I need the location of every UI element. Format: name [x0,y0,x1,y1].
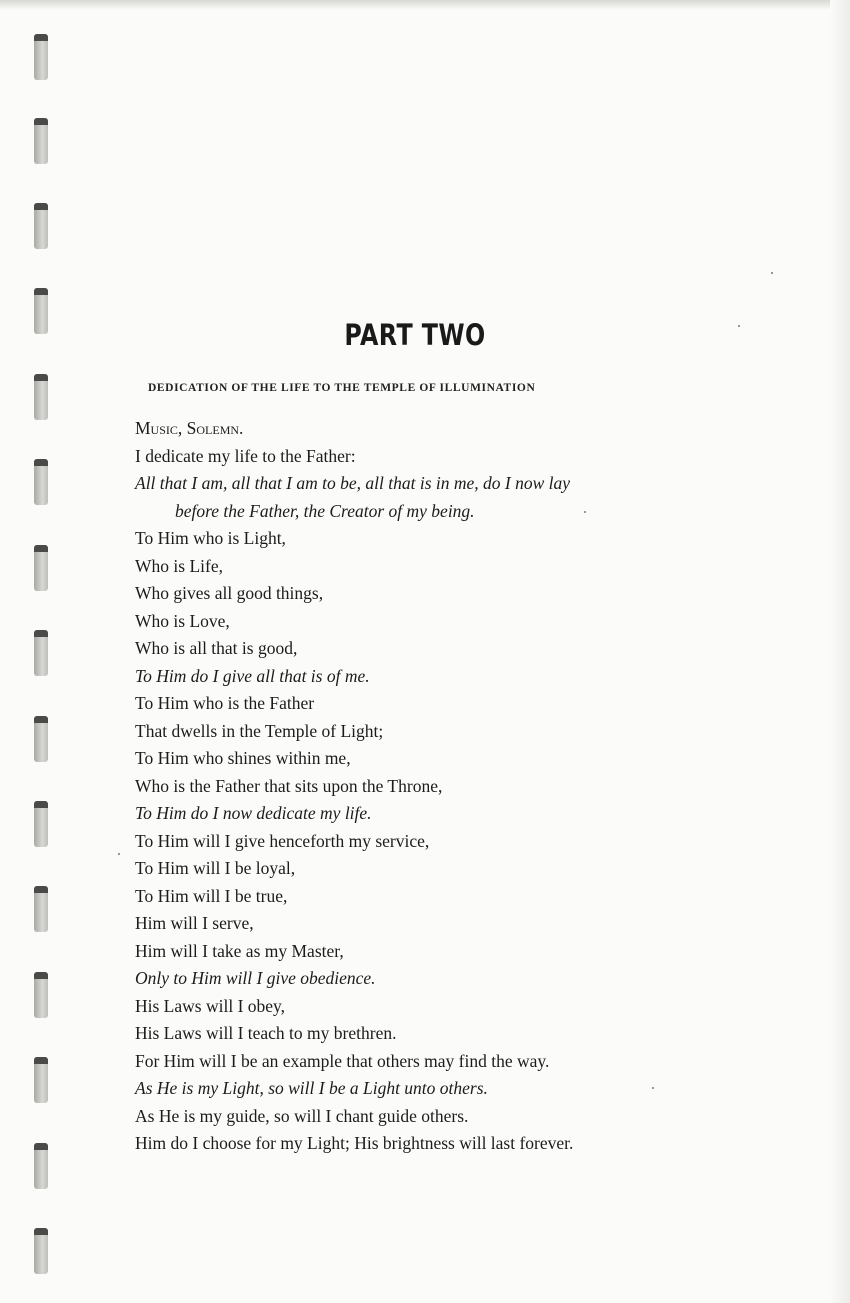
binder-hole [34,459,48,505]
binder-hole [34,545,48,591]
binder-hole [34,1143,48,1189]
text-line: before the Father, the Creator of my being. [175,500,475,521]
binder-hole [34,118,48,164]
text-line: Who is the Father that sits upon the Throne, [135,775,443,796]
binder-hole [34,288,48,334]
text-line: All that I am, all that I am to be, all that is in me, do I now lay [135,473,571,493]
text-line: His Laws will I teach to my brethren. [135,1023,397,1043]
text-line: To Him will I be true, [135,885,288,906]
text-line: To Him who shines within me, [135,748,351,768]
page-right-edge [830,0,850,1303]
binder-hole [34,972,48,1018]
binder-hole [34,34,48,80]
text-line: Who is Life, [135,555,223,576]
section-subheading: DEDICATION OF THE LIFE TO THE TEMPLE OF ILLUMINATION [148,382,536,394]
text-line: Only to Him will I give obedience. [135,968,376,988]
text-line: Who is Love, [135,610,230,631]
text-line: To Him will I be loyal, [135,858,296,878]
page-top-edge [0,0,850,10]
liturgy-text [135,415,745,1158]
text-line: To Him do I now dedicate my life. [135,803,372,823]
paper-speck [118,853,120,855]
text-line: Music, Solemn. [135,418,244,438]
text-line: As He is my guide, so will I chant guide others. [135,1105,469,1126]
page-heading: PART TWO [344,318,486,352]
binder-hole [34,801,48,847]
text-line: To Him will I give henceforth my service, [135,830,430,851]
text-line: Him do I choose for my Light; His brightness will last forever. [135,1133,574,1153]
text-line: I dedicate my life to the Father: [135,445,356,466]
text-line: Him will I serve, [135,913,254,933]
text-line: Who is all that is good, [135,638,298,658]
binder-hole [34,630,48,676]
binder-hole [34,1057,48,1103]
binder-holes [0,0,80,1303]
binder-hole [34,1228,48,1274]
text-line: As He is my Light, so will I be a Light unto others. [135,1078,488,1098]
text-line: For Him will I be an example that others may find the way. [135,1050,550,1071]
paper-speck [771,272,773,274]
text-line: Him will I take as my Master, [135,940,344,961]
text-line: To Him do I give all that is of me. [135,665,370,686]
text-line: To Him who is Light, [135,528,286,548]
binder-hole [34,374,48,420]
binder-hole [34,716,48,762]
text-line: Who gives all good things, [135,583,324,603]
text-line: To Him who is the Father [135,693,315,713]
binder-hole [34,203,48,249]
binder-hole [34,886,48,932]
text-line: That dwells in the Temple of Light; [135,720,384,741]
text-line: His Laws will I obey, [135,995,286,1016]
